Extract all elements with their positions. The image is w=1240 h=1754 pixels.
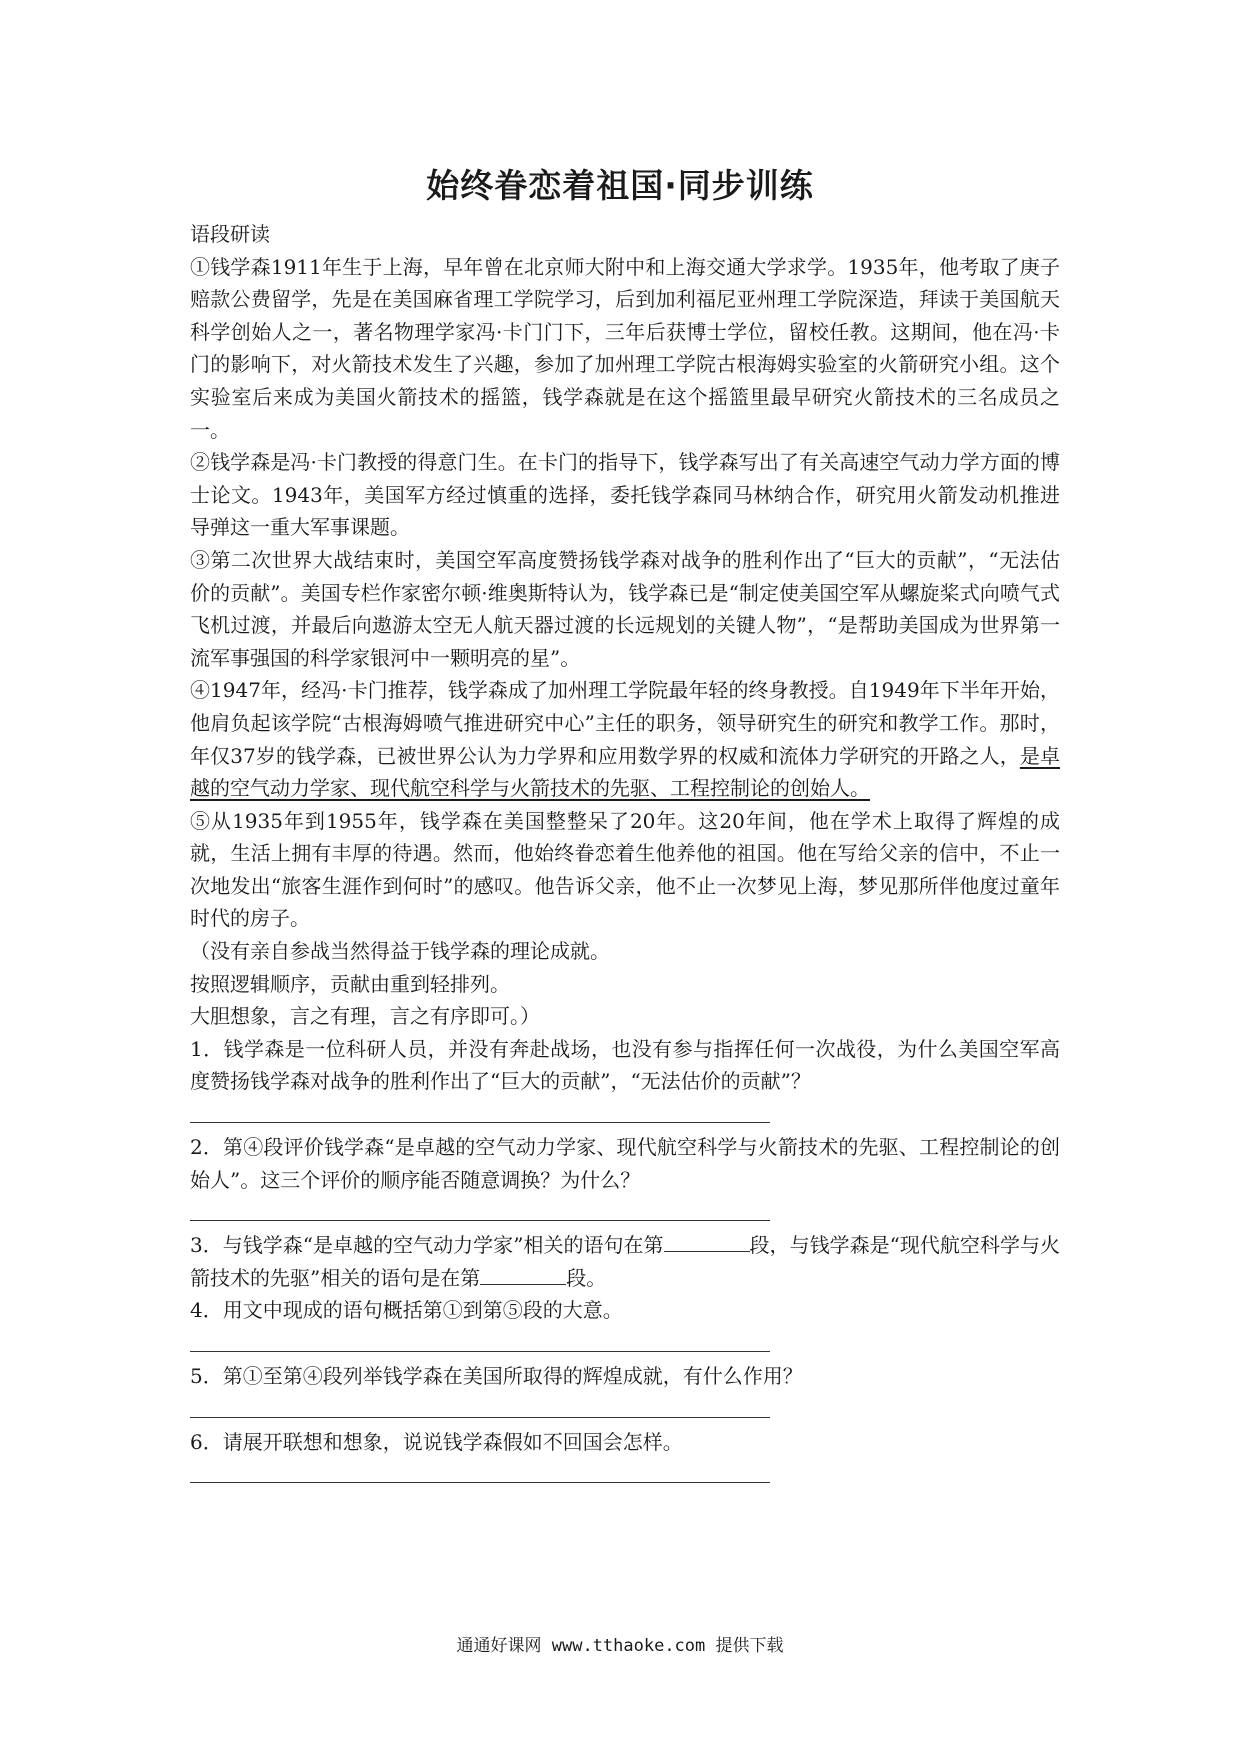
paragraph-4 [190,674,1060,804]
question-5: 5．第①至第④段列举钱学森在美国所取得的辉煌成就，有什么作用？ [190,1364,803,1388]
answer-line-1[interactable] [190,1098,770,1123]
answer-blank-3b[interactable] [480,1266,566,1285]
paragraph-4-text: ④1947年，经冯·卡门推荐，钱学森成了加州理工学院最年轻的终身教授。自1949年下半年开始，他肩负起该学院“古根海姆喷气推进研究中心”主任的职务，领导研究生的研究和教学工作。那时，年仅37岁的钱学森，已被世界公认为力学界和应用数学界的权威和流体力学研究的开路之人， [190,678,1060,768]
answer-blank-3a[interactable] [664,1233,750,1252]
page-title: 始终眷恋着祖国·同步训练 [426,166,814,205]
footer-credit: 通通好课网 www.tthaoke.com 提供下载 [456,1636,784,1656]
answer-line-6[interactable] [190,1458,770,1483]
section-label: 语段研读 [190,222,270,246]
answer-line-2[interactable] [190,1196,770,1221]
question-2: 2．第④段评价钱学森“是卓越的空气动力学家、现代航空科学与火箭技术的先驱、工程控制论的创始人”。这三个评价的顺序能否随意调换？为什么？ [190,1135,1060,1192]
question-6: 6．请展开联想和想象，说说钱学森假如不回国会怎样。 [190,1429,683,1454]
paragraph-5: ⑤从1935年到1955年，钱学森在美国整整呆了20年。这20年间，他在学术上取得了辉煌的成就，生活上拥有丰厚的待遇。然而，他始终眷恋着生他养他的祖国。他在写给父亲的信中，不止一次地发出“旅客生涯作到何时”的感叹。他告诉父亲，他不止一次梦见上海，梦见那所伴他度过童年时代的房子。 [190,808,1060,931]
answer-note-1: （没有亲自参战当然得益于钱学森的理论成就。 [190,939,610,964]
paragraph-3: ③第二次世界大战结束时，美国空军高度赞扬钱学森对战争的胜利作出了“巨大的贡献”，“无法估价的贡献”。美国专栏作家密尔顿·维奥斯特认为，钱学森已是“制定使美国空军从螺旋桨式向喷气式飞机过渡，并最后向遨游太空无人航天器过渡的长远规划的关键人物”，“是帮助美国成为世界第一流军事强国的科学家银河中一颗明亮的星”。 [190,547,1060,670]
answer-note-3: 大胆想象，言之有理，言之有序即可。） [190,1004,540,1029]
document-body [190,218,1060,1491]
paragraph-4-underlined-text: 是卓越的空气动力学家、现代航空科学与火箭技术的先驱、工程控制论的创始人。 [190,743,1060,801]
question-4: 4．用文中现成的语句概括第①到第⑤段的大意。 [190,1298,623,1323]
question-3-text-a: 3．与钱学森“是卓越的空气动力学家”相关的语句在第 [190,1233,664,1258]
question-3-text-c: 段。 [566,1265,607,1290]
answer-line-4[interactable] [190,1327,770,1352]
question-3-text-b: 段，与钱学森是“现代航空科学与火箭技术的先驱”相关的语句是在第 [190,1233,1060,1290]
answer-note-2: 按照逻辑顺序，贡献由重到轻排列。 [190,971,510,996]
paragraph-2: ②钱学森是冯·卡门教授的得意门生。在卡门的指导下，钱学森写出了有关高速空气动力学方面的博士论文。1943年，美国军方经过慎重的选择，委托钱学森同马林纳合作，研究用火箭发动机推进导弹这一重大军事课题。 [190,450,1060,540]
question-1: 1．钱学森是一位科研人员，并没有奔赴战场，也没有参与指挥任何一次战役，为什么美国空军高度赞扬钱学森对战争的胜利作出了“巨大的贡献”，“无法估价的贡献”？ [190,1036,1060,1094]
paragraph-1: ①钱学森1911年生于上海，早年曾在北京师大附中和上海交通大学求学。1935年，他考取了庚子赔款公费留学，先是在美国麻省理工学院学习，后到加利福尼亚州理工学院深造，拜读于美国航天科学创始人之一，著名物理学家冯·卡门门下，三年后获博士学位，留校任教。这期间，他在冯·卡门的影响下，对火箭技术发生了兴趣，参加了加州理工学院古根海姆实验室的火箭研究小组。这个实验室后来成为美国火箭技术的摇篮，钱学森就是在这个摇篮里最早研究火箭技术的三名成员之一。 [190,254,1060,442]
question-3 [190,1229,1060,1294]
answer-line-5[interactable] [190,1393,770,1418]
